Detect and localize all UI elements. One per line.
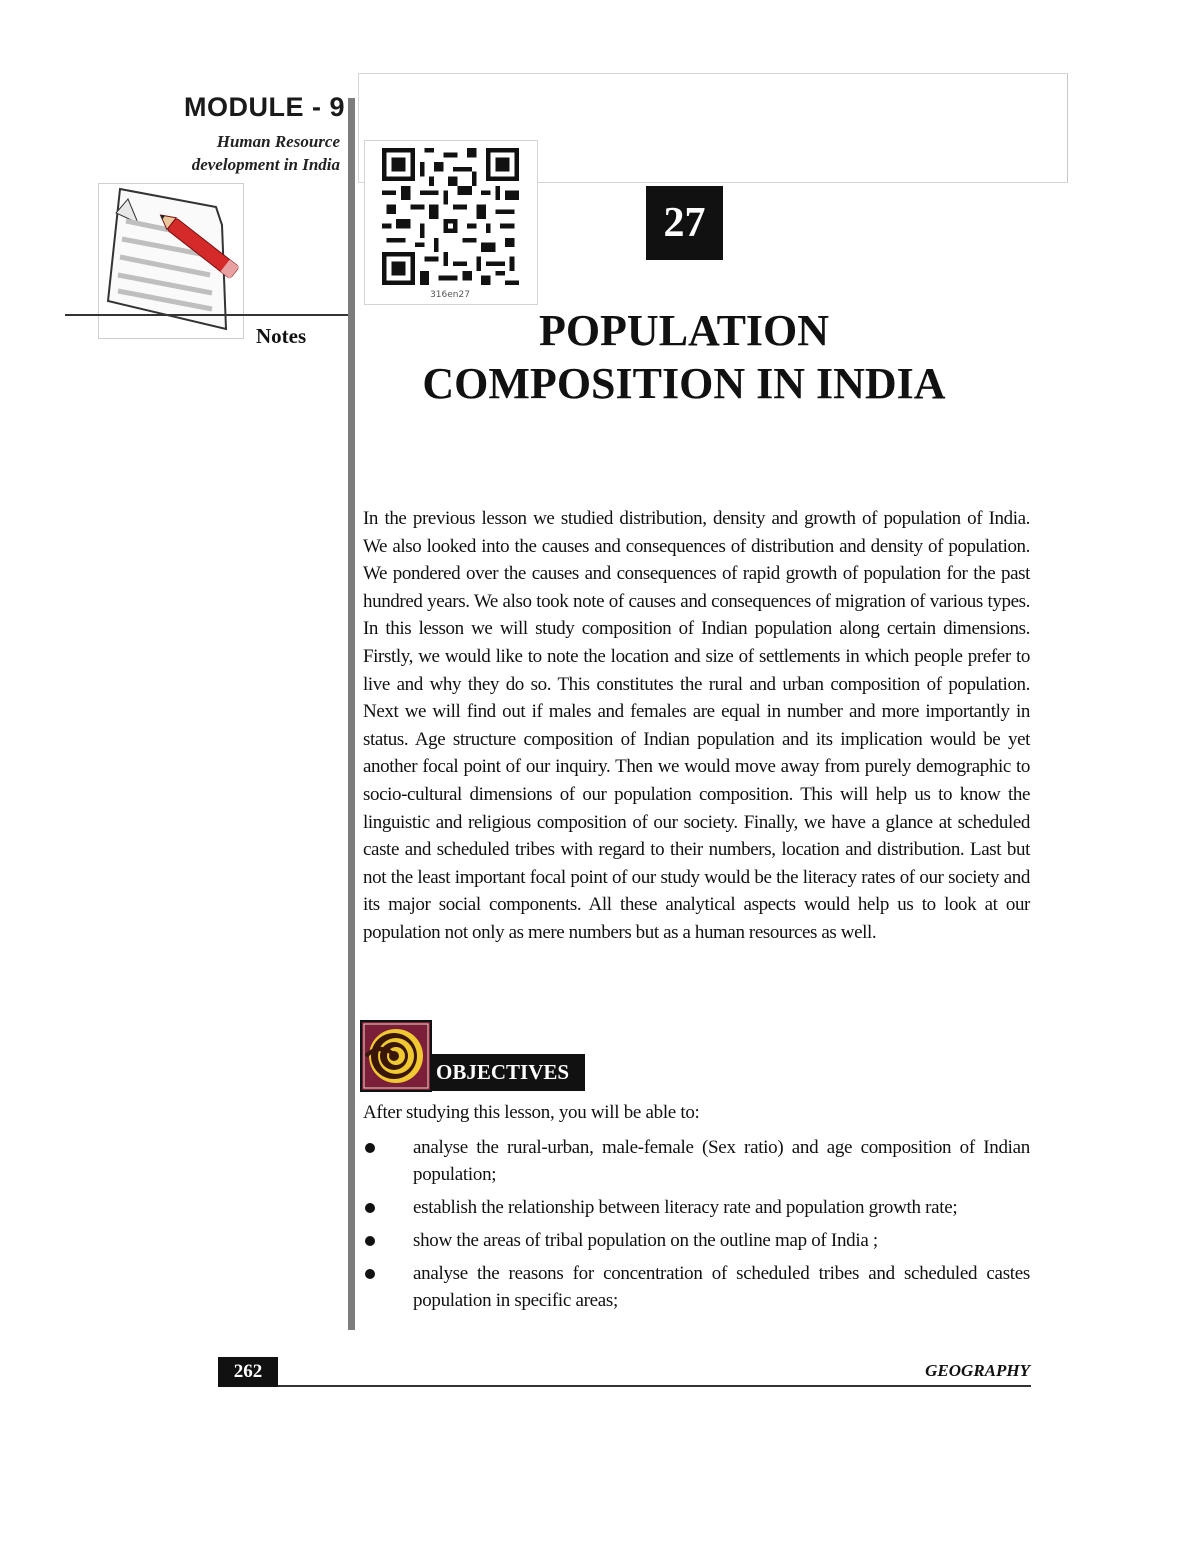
- module-title: MODULE - 9: [183, 92, 345, 122]
- chapter-title-line2: COMPOSITION IN INDIA: [422, 359, 946, 408]
- bullet-icon: [365, 1236, 375, 1246]
- qr-caption: 316en27: [430, 290, 470, 300]
- objective-text: analyse the rural-urban, male-female (Sex ratio) and age composition of Indian population;: [413, 1137, 1030, 1185]
- list-item: [363, 1227, 1030, 1254]
- module-subtitle: [130, 130, 340, 176]
- notes-label: Notes: [256, 324, 307, 348]
- module-subtitle-line2: development in India: [191, 155, 340, 174]
- objectives-intro: After studying this lesson, you will be able to:: [363, 1102, 700, 1123]
- bullet-icon: [365, 1143, 375, 1153]
- chapter-title-line1: POPULATION: [538, 306, 830, 355]
- objective-text: establish the relationship between literacy rate and population growth rate;: [413, 1197, 958, 1218]
- objective-text: analyse the reasons for concentration of scheduled tribes and scheduled castes population in specific areas;: [413, 1263, 1030, 1311]
- objectives-target-icon: [360, 1020, 432, 1092]
- list-item: [363, 1194, 1030, 1221]
- list-item: [363, 1134, 1030, 1188]
- margin-vertical-bar: [348, 98, 355, 1330]
- list-item: [363, 1260, 1030, 1314]
- footer-subject: GEOGRAPHY: [925, 1361, 1030, 1380]
- bullet-icon: [365, 1203, 375, 1213]
- objective-text: show the areas of tribal population on the outline map of India ;: [413, 1230, 878, 1251]
- footer-divider: [278, 1385, 1031, 1387]
- objectives-label: OBJECTIVES: [430, 1054, 585, 1091]
- intro-paragraph: In the previous lesson we studied distribution, density and growth of population of India. We also looked into the causes and consequences of distribution and density of population. We pondered over the causes and consequences of rapid growth of population for the past hundred years. We also took note of causes and consequences of migration of various types. In this lesson we will study composition of Indian population along certain dimensions. Firstly, we would like to note the location and size of settlements in which people prefer to live and why they do so. This constitutes the rural and urban composition of population. Next we will find out if males and females are equal in number and more importantly in status. Age structure composition of Indian population and its implication would be yet another focal point of our inquiry. Then we would move away from purely demographic to socio-cultural dimensions of our population composition. This will help us to know the linguistic and religious composition of our society. Finally, we have a glance at scheduled caste and scheduled tribes with regard to their numbers, location and distribution. Last but not the least important focal point of our study would be the literacy rates of our society and its major social components. All these analytical aspects would help us to look at our population not only as mere numbers but as a human resources as well.: [363, 508, 1030, 943]
- bullet-icon: [365, 1269, 375, 1279]
- chapter-number: 27: [646, 186, 723, 260]
- notes-divider: [65, 314, 348, 316]
- qr-code-icon[interactable]: [382, 148, 519, 285]
- page-number: 262: [218, 1357, 278, 1387]
- module-subtitle-line1: Human Resource: [216, 132, 340, 151]
- objectives-list: [363, 1134, 1030, 1320]
- chapter-title: [380, 304, 988, 410]
